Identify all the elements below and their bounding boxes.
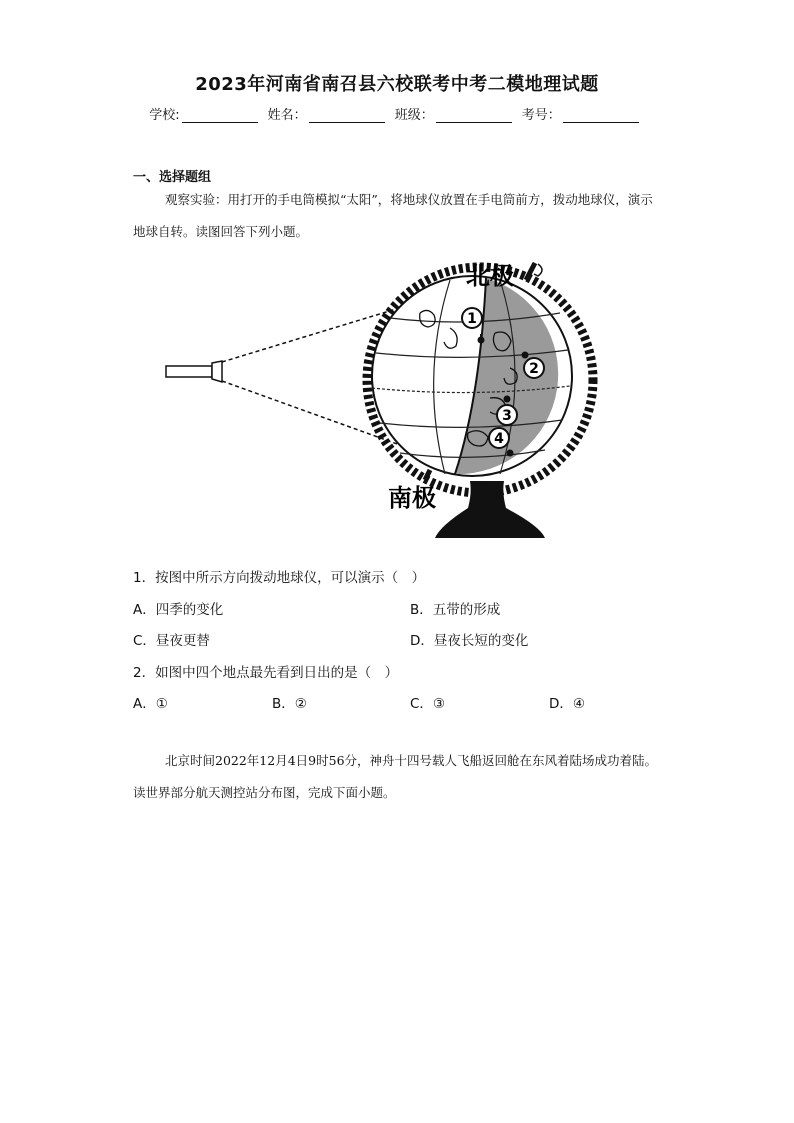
svg-text:1: 1 (467, 311, 477, 327)
q2-option-c[interactable]: C．③ (410, 696, 446, 712)
south-pole-label: 南极 (388, 484, 436, 512)
student-info-row (0, 104, 794, 123)
exam-number-blank[interactable] (563, 108, 639, 123)
q1-option-c[interactable]: C．昼夜更替 (133, 633, 210, 649)
question-2-stem: 2．如图中四个地点最先看到日出的是（ ） (133, 665, 399, 681)
q2-option-a[interactable]: A．① (133, 696, 168, 712)
school-label: 学校: (149, 108, 180, 123)
q1-option-d[interactable]: D．昼夜长短的变化 (410, 633, 529, 649)
section-heading: 一、选择题组 (133, 170, 212, 185)
exam-number-field (522, 104, 639, 123)
q1-option-a[interactable]: A．四季的变化 (133, 602, 224, 618)
q2-option-b[interactable]: B．② (272, 696, 307, 712)
section2-paragraph: 北京时间2022年12月4日9时56分，神舟十四号载人飞船返回舱在东风着陆场成功着陆。读世界部分航天测控站分布图，完成下面小题。 (133, 753, 658, 800)
class-blank[interactable] (436, 108, 512, 123)
svg-text:3: 3 (502, 408, 512, 424)
svg-text:4: 4 (494, 431, 504, 447)
name-blank[interactable] (309, 108, 385, 123)
page-title: 2023年河南省南召县六校联考中考二模地理试题 (195, 74, 599, 95)
name-label: 姓名： (267, 108, 307, 123)
intro-paragraph: 观察实验：用打开的手电筒模拟“太阳”，将地球仪放置在手电筒前方，拨动地球仪，演示地球自转。读图回答下列小题。 (133, 192, 653, 239)
name-field (268, 104, 385, 123)
globe-figure (150, 258, 610, 548)
class-field (395, 104, 512, 123)
school-blank[interactable] (182, 108, 258, 123)
question-1-stem: 1．按图中所示方向拨动地球仪，可以演示（ ） (133, 570, 426, 586)
q1-option-b[interactable]: B．五带的形成 (410, 602, 501, 618)
flashlight-icon (166, 361, 222, 382)
class-label: 班级： (394, 108, 434, 123)
svg-text:2: 2 (529, 361, 539, 377)
exam-number-label: 考号： (521, 108, 561, 123)
q2-option-d[interactable]: D．④ (549, 696, 585, 712)
school-field (149, 104, 257, 123)
north-pole-label: 北极 (466, 262, 514, 290)
